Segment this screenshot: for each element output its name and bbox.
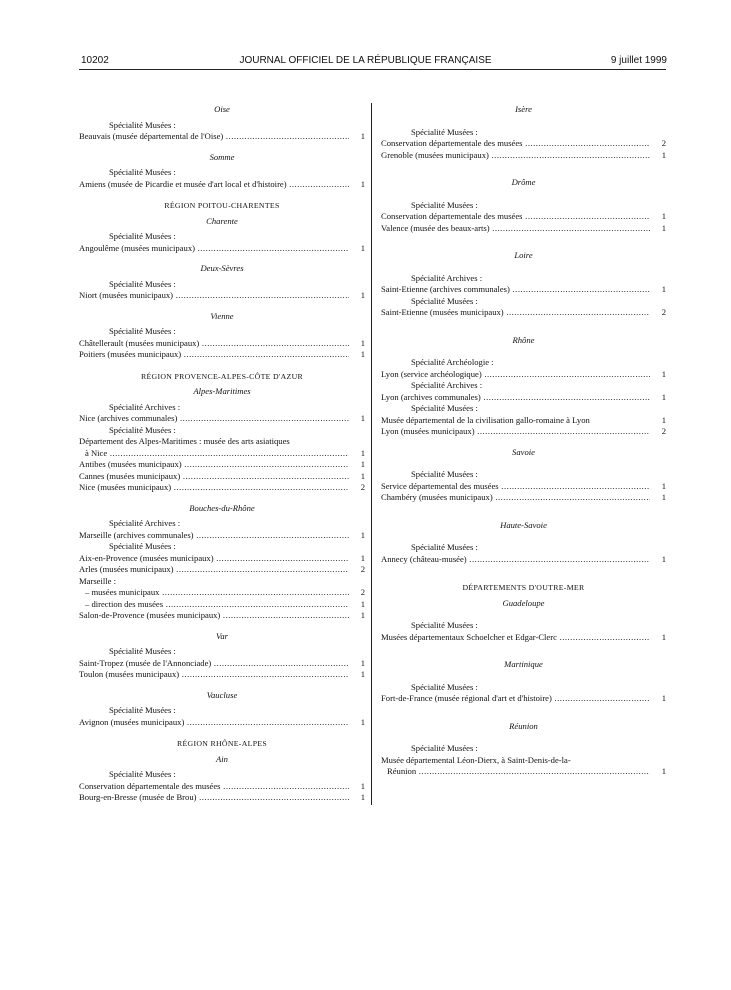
list-item: Avignon (musées municipaux) ..... 1 [79, 717, 365, 729]
region-heading: DÉPARTEMENTS D'OUTRE-MER [462, 583, 585, 592]
list-item: – direction des musées ..... 1 [79, 599, 365, 611]
specialty-label: Spécialité Musées : [109, 424, 176, 435]
list-item: Grenoble (musées municipaux) ..... 1 [381, 150, 666, 162]
list-item: Marseille : [79, 575, 116, 586]
dept-heading: Rhône [512, 334, 535, 345]
specialty-label: Spécialité Musées : [411, 743, 478, 753]
list-item: – musées municipaux ..... 2 [79, 587, 365, 599]
list-item: Réunion ..... 1 [381, 766, 666, 778]
list-item: Amiens (musée de Picardie et musée d'art local et d'histoire) ..... 1 [79, 179, 365, 191]
dept-heading: Haute-Savoie [500, 519, 547, 530]
list-item: Châtellerault (musées municipaux) ..... 1 [79, 338, 365, 350]
list-item: Aix-en-Provence (musées municipaux) ..... 1 [79, 553, 365, 565]
dept-heading: Deux-Sèvres [200, 263, 244, 273]
list-item: Saint-Tropez (musée de l'Annonciade) ..... 1 [79, 658, 365, 670]
list-item: Musées départementaux Schoelcher et Edgar-Clerc ..... 1 [381, 632, 666, 644]
specialty-label: Spécialité Musées : [411, 620, 478, 630]
dept-heading: Charente [206, 215, 238, 226]
list-item: Cannes (musées municipaux) ..... 1 [79, 471, 365, 483]
specialty-label: Spécialité Musées : [411, 295, 478, 306]
column-divider [371, 103, 372, 805]
list-item: Service départemental des musées ..... 1 [381, 481, 666, 493]
specialty-label: Spécialité Musées : [109, 278, 176, 289]
page-number: 10202 [81, 55, 109, 66]
specialty-label: Spécialité Archéologie : [411, 357, 494, 367]
list-item: Musée départemental de la civilisation gallo-romaine à Lyon 1 [381, 414, 666, 425]
list-item: Angoulême (musées municipaux) ..... 1 [79, 243, 365, 255]
specialty-label: Spécialité Musées : [109, 167, 176, 177]
left-column [79, 100, 365, 804]
list-item: Conservation départementale des musées ..... 1 [381, 211, 666, 223]
specialty-label: Spécialité Archives : [411, 272, 483, 283]
list-item: Valence (musée des beaux-arts) ..... 1 [381, 223, 666, 235]
list-item: Marseille (archives communales) ..... 1 [79, 530, 365, 542]
specialty-label: Spécialité Musées : [411, 469, 478, 479]
dept-heading: Oise [214, 104, 230, 114]
list-item: Chambéry (musées municipaux) ..... 1 [381, 492, 666, 504]
list-item: Toulon (musées municipaux) ..... 1 [79, 669, 365, 681]
specialty-label: Spécialité Musées : [109, 541, 176, 551]
region-heading: RÉGION PROVENCE-ALPES-CÔTE D'AZUR [140, 371, 304, 381]
dept-heading: Vaucluse [206, 689, 238, 700]
journal-title: JOURNAL OFFICIEL DE LA RÉPUBLIQUE FRANÇAISE [239, 55, 492, 66]
specialty-label: Spécialité Musées : [109, 646, 176, 656]
list-item: Beauvais (musée départemental de l'Oise) ..... 1 [79, 131, 365, 143]
list-item: à Nice ..... 1 [79, 448, 365, 460]
specialty-label: Spécialité Musées : [411, 403, 478, 413]
region-heading: RÉGION POITOU-CHARENTES [164, 201, 280, 210]
specialty-label: Spécialité Musées : [411, 542, 478, 552]
specialty-label: Spécialité Musées : [109, 769, 176, 779]
list-item: Conservation départementale des musées ..... 2 [381, 138, 666, 150]
dept-heading: Drôme [511, 177, 536, 187]
list-item: Conservation départementale des musées ..... 1 [79, 781, 365, 793]
list-item: Musée départemental Léon-Dierx, à Saint-Denis-de-la- [381, 754, 571, 765]
list-item: Lyon (service archéologique) ..... 1 [381, 369, 666, 381]
dept-heading: Savoie [512, 446, 535, 457]
list-item: Salon-de-Provence (musées municipaux) ..... 1 [79, 610, 365, 622]
dept-heading: Bouches-du-Rhône [189, 502, 255, 513]
dept-heading: Loire [514, 250, 533, 260]
specialty-label: Spécialité Musées : [411, 126, 478, 137]
specialty-label: Spécialité Musées : [109, 231, 176, 241]
region-heading: RÉGION RHÔNE-ALPES [176, 739, 268, 748]
list-item: Fort-de-France (musée régional d'art et d'histoire) ..... 1 [381, 693, 666, 705]
header-rule [79, 69, 666, 70]
list-item: Arles (musées municipaux) ..... 2 [79, 564, 365, 576]
list-item: Saint-Etienne (archives communales) ..... 1 [381, 284, 666, 296]
dept-heading: Var [216, 630, 228, 641]
list-item: Saint-Etienne (musées municipaux) ..... 2 [381, 307, 666, 319]
dept-heading: Isère [515, 104, 532, 114]
specialty-label: Spécialité Musées : [109, 705, 176, 715]
specialty-label: Spécialité Musées : [109, 119, 176, 130]
list-item: Annecy (château-musée) ..... 1 [381, 554, 666, 566]
issue-date: 9 juillet 1999 [610, 55, 667, 66]
dept-heading: Alpes-Maritimes [193, 386, 251, 396]
specialty-label: Spécialité Archives : [109, 518, 181, 528]
list-item: Nice (archives communales) ..... 1 [79, 413, 365, 425]
specialty-label: Spécialité Musées : [411, 199, 478, 210]
dept-heading: Vienne [210, 310, 234, 321]
specialty-label: Spécialité Archives : [109, 401, 181, 412]
right-column [381, 100, 666, 778]
dept-heading: Réunion [509, 720, 538, 731]
list-item: Lyon (musées municipaux) ..... 2 [381, 426, 666, 438]
dept-heading: Ain [216, 753, 228, 764]
list-item: Niort (musées municipaux) ..... 1 [79, 290, 365, 302]
specialty-label: Spécialité Musées : [109, 326, 176, 336]
list-item: Antibes (musées municipaux) ..... 1 [79, 459, 365, 471]
list-item: Nice (musées municipaux) ..... 2 [79, 482, 365, 494]
dept-heading: Martinique [504, 659, 543, 669]
list-item: Département des Alpes-Maritimes : musée des arts asiatiques [79, 436, 290, 446]
specialty-label: Spécialité Musées : [411, 681, 478, 692]
specialty-label: Spécialité Archives : [411, 380, 483, 390]
list-item: Lyon (archives communales) ..... 1 [381, 392, 666, 404]
list-item: Bourg-en-Bresse (musée de Brou) ..... 1 [79, 792, 365, 804]
dept-heading: Somme [209, 151, 235, 162]
dept-heading: Guadeloupe [502, 597, 545, 608]
list-item: Poitiers (musées municipaux) ..... 1 [79, 349, 365, 361]
